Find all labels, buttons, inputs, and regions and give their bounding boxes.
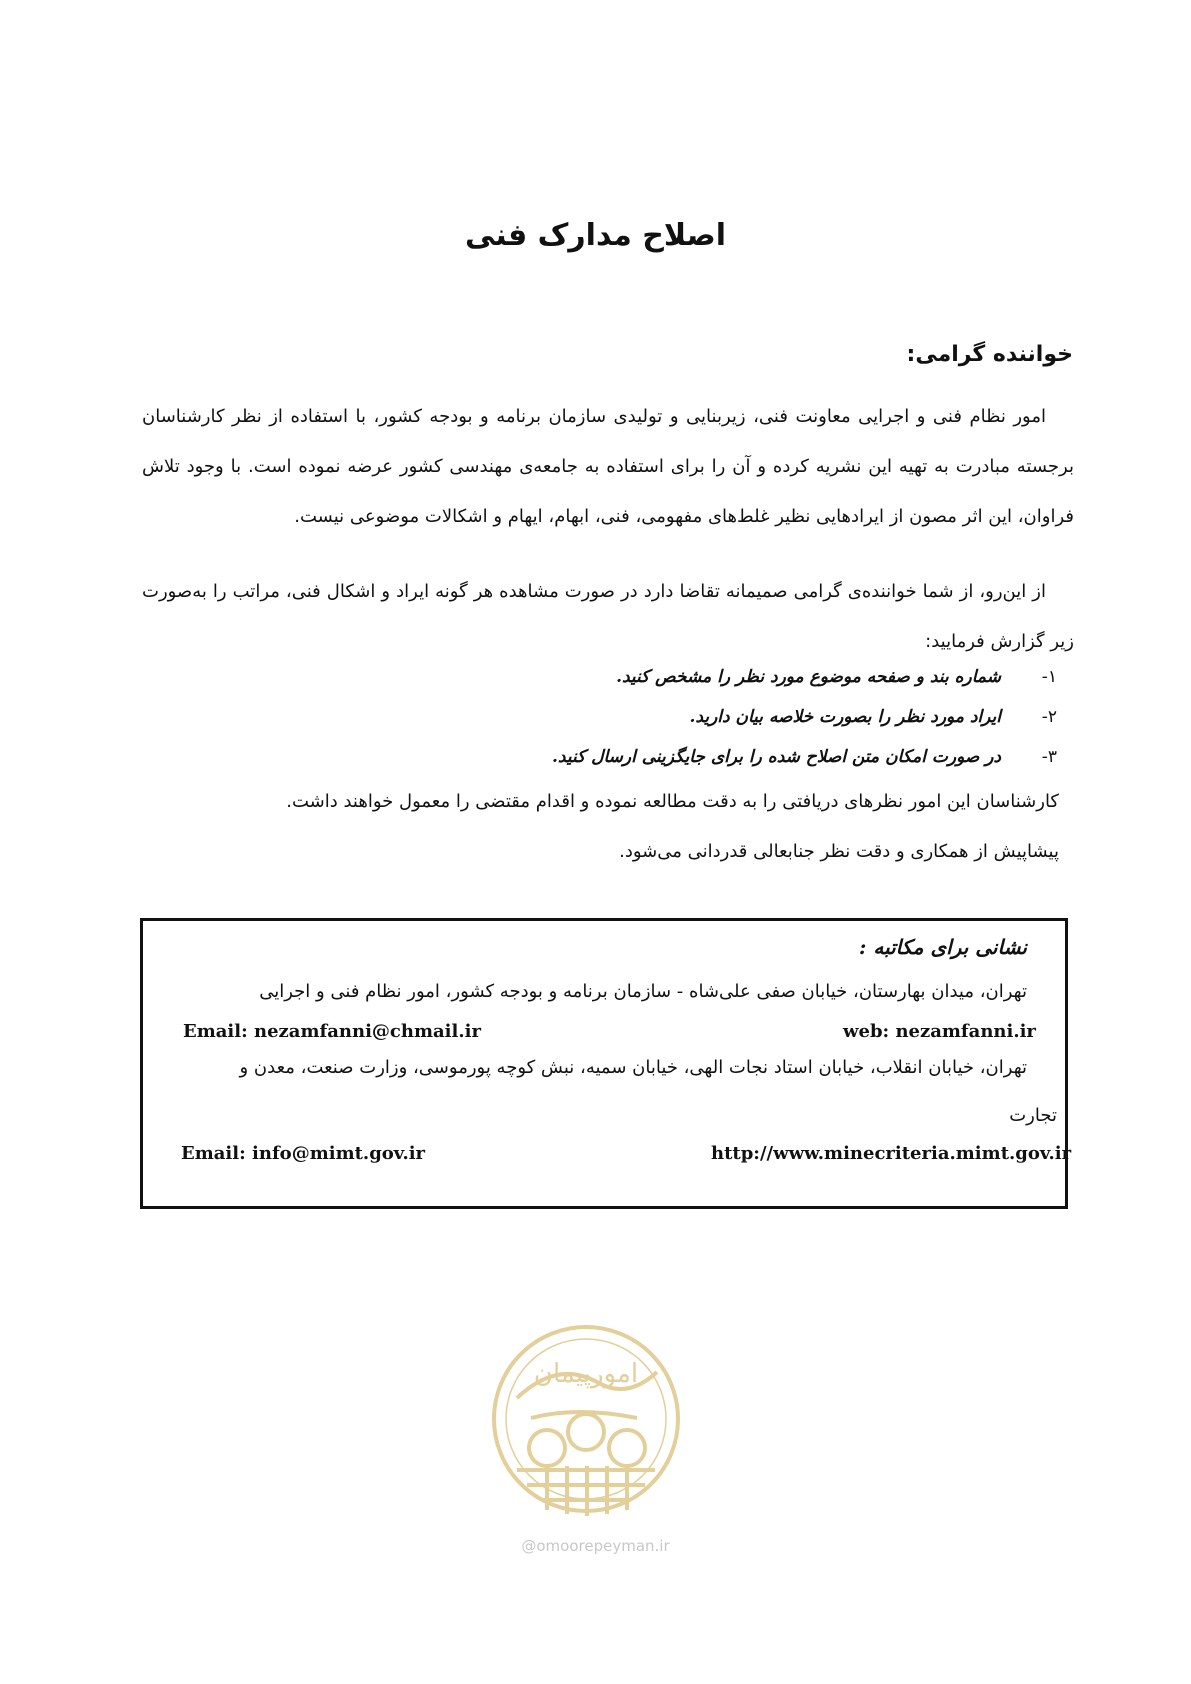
greeting-heading: خواننده گرامی: xyxy=(906,342,1073,367)
contact-box xyxy=(140,918,1072,1209)
logo-lettering: امورپیمان xyxy=(533,1359,639,1389)
step-text: در صورت امکان متن اصلاح شده را برای جایگزینی ارسال کنید. xyxy=(552,747,1001,767)
contact-heading: نشانی برای مکاتبه : xyxy=(859,935,1027,959)
list-item xyxy=(257,657,1057,697)
web-text: web: nezamfanni.ir xyxy=(843,1021,1036,1042)
step-text: ایراد مورد نظر را بصورت خلاصه بیان دارید. xyxy=(689,707,1001,727)
watermark-site: @omoorepeyman.ir xyxy=(521,1537,670,1555)
request-paragraph: از این‌رو، از شما خواننده‌ی گرامی صمیمانه تقاضا دارد در صورت مشاهده هر گونه ایراد و اشکال فنی، مراتب را به‌صورت زیر گزارش فرمایید: xyxy=(142,581,1074,652)
intro-paragraph: امور نظام فنی و اجرایی معاونت فنی، زیربنایی و تولیدی سازمان برنامه و بودجه کشور، با استفاده از نظر کارشناسان برجسته مبادرت به تهیه این نشریه کرده و آن را برای استفاده به جامعه‌ی مهندسی کشور عرضه نموده است. با وجود تلاش فراوان، این اثر مصون از ایرادهایی نظیر غلط‌های مفهومی، فنی، ابهام، ایهام و اشکالات موضوعی نیست. xyxy=(142,406,1074,527)
page-title: اصلاح مدارک فنی xyxy=(465,218,726,253)
step-number: ۱- xyxy=(1041,667,1057,687)
step-number: ۳- xyxy=(1041,747,1057,767)
email-text: Email: info@mimt.gov.ir xyxy=(181,1143,426,1164)
list-item xyxy=(257,737,1057,777)
address-line: تهران، خیابان انقلاب، خیابان استاد نجات الهی، خیابان سمیه، نبش کوچه پورموسی، وزارت صنعت، معدن و xyxy=(239,1057,1027,1078)
watermark-site-text: omoorepeyman.ir xyxy=(536,1537,670,1555)
watermark-logo xyxy=(487,1320,685,1518)
closing-text xyxy=(159,777,1059,877)
step-text: شماره بند و صفحه موضوع مورد نظر را مشخص کنید. xyxy=(616,667,1001,687)
address-line: تهران، میدان بهارستان، خیابان صفی علی‌شاه - سازمان برنامه و بودجه کشور، امور نظام فنی و اجرایی xyxy=(259,981,1027,1002)
closing-line-1: کارشناسان این امور نظرهای دریافتی را به دقت مطالعه نموده و اقدام مقتضی را معمول خواهند داشت. xyxy=(286,791,1059,812)
email-text: Email: nezamfanni@chmail.ir xyxy=(183,1021,481,1042)
list-item xyxy=(257,697,1057,737)
report-steps-list xyxy=(257,657,1057,777)
address-line-continuation: تجارت xyxy=(1009,1105,1057,1126)
website-url: http://www.minecriteria.mimt.gov.ir xyxy=(711,1143,1072,1164)
step-number: ۲- xyxy=(1041,707,1057,727)
closing-line-2: پیشاپیش از همکاری و دقت نظر جنابعالی قدردانی می‌شود. xyxy=(619,841,1059,862)
